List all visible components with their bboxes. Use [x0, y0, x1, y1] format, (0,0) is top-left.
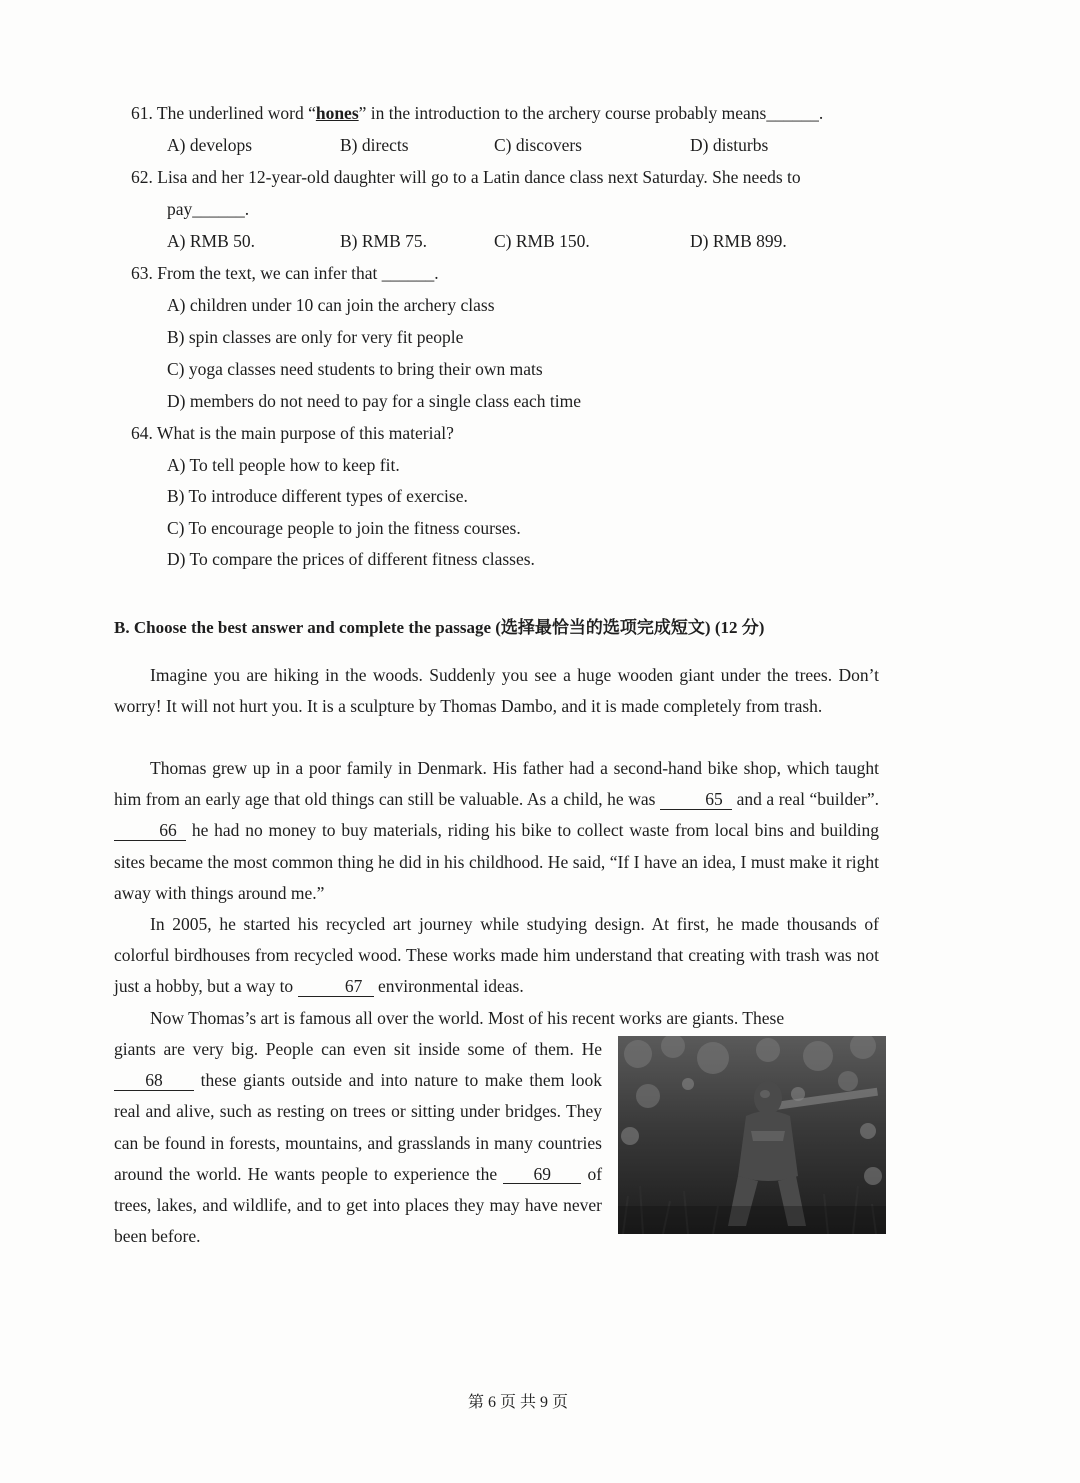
q62-blank: ______: [192, 199, 245, 219]
p3-text-b: environmental ideas.: [377, 976, 524, 997]
p4-text-b: giants are very big. People can even sit inside some of them. He: [114, 1039, 602, 1059]
q63-blank: ______: [381, 263, 435, 283]
q61-end: .: [818, 103, 824, 123]
q61-blank: ______: [766, 103, 819, 123]
passage-paragraph-4-wrap: [114, 1034, 602, 1252]
page-number: 第 6 页 共 9 页: [468, 1394, 569, 1411]
q61-stem-after: ” in the introduction to the archery course probably means: [358, 103, 767, 123]
q63-stem-text: 63. From the text, we can infer that: [131, 263, 378, 283]
q63-end: .: [434, 263, 439, 283]
q62-option-a: A) RMB 50.: [167, 231, 255, 251]
q61-underlined-word: hones: [315, 103, 359, 123]
section-b-heading: [114, 613, 764, 638]
p2-text-a: Thomas grew up in a poor family in Denmark. His father had a second-hand bike shop, which taught him from an early age that old things can still be valuable. As a child, he was: [114, 758, 879, 810]
q63-option-c: C) yoga classes need students to bring their own mats: [167, 359, 543, 379]
p2-text-c: he had no money to buy materials, riding his bike to collect waste from local bins and building sites became the most common thing he did in his childhood. He said, “If I have an idea, I must make it right away with things around me.”: [114, 820, 880, 903]
p4-text-d: of trees, lakes, and wildlife, and to get into places they may have never been before.: [114, 1163, 603, 1247]
blank-66[interactable]: 66: [114, 821, 186, 840]
q61-option-a: A) develops: [167, 135, 253, 155]
passage-paragraph-3: [114, 909, 879, 1003]
giant-sculpture-photo: [618, 1036, 886, 1234]
giant-photo-graphic: [618, 1036, 886, 1234]
q64-option-c: C) To encourage people to join the fitness courses.: [167, 518, 521, 538]
p2-text-b: and a real “builder”.: [736, 789, 879, 810]
q64-stem: 64. What is the main purpose of this material?: [131, 423, 454, 443]
q61-option-d: D) disturbs: [690, 135, 769, 155]
q63-option-b: B) spin classes are only for very fit people: [167, 327, 464, 347]
passage-paragraph-4-line1: Now Thomas’s art is famous all over the world. Most of his recent works are giants. These: [150, 1008, 785, 1028]
q62-end: .: [244, 199, 250, 219]
q63-option-d: D) members do not need to pay for a single class each time: [167, 391, 582, 411]
section-b-points: (12 分): [714, 618, 765, 637]
q62-stem: 62. Lisa and her 12-year-old daughter will go to a Latin dance class next Saturday. She needs to: [131, 167, 801, 187]
q62-pay: pay: [167, 199, 193, 219]
q62-option-c: C) RMB 150.: [494, 231, 590, 251]
p4-text-c: these giants outside and into nature to make them look real and alive, such as resting on trees or sitting under bridges. They can be found in forests, mountains, and grasslands in many countries around the world. He wants people to experience the: [114, 1070, 603, 1184]
q61-stem: [131, 103, 823, 124]
q61-option-c: C) discovers: [494, 135, 582, 155]
passage-paragraph-2: [114, 753, 879, 909]
q62-option-d: D) RMB 899.: [690, 231, 787, 251]
q63-stem: [131, 263, 439, 284]
q64-option-d: D) To compare the prices of different fitness classes.: [167, 549, 535, 569]
q62-option-b: B) RMB 75.: [340, 231, 428, 251]
blank-68[interactable]: 68: [114, 1071, 194, 1090]
q63-option-a: A) children under 10 can join the archery class: [167, 295, 495, 315]
q64-option-a: A) To tell people how to keep fit.: [167, 455, 400, 475]
q62-stem-cont: [167, 199, 249, 220]
section-b-title: B. Choose the best answer and complete the passage (选择最恰当的选项完成短文): [114, 618, 711, 637]
p3-text-a: In 2005, he started his recycled art journey while studying design. At first, he made thousands of colorful birdhouses from recycled wood. These works made him understand that creating with trash was not just a hobby, but a way to: [114, 914, 879, 997]
q61-option-b: B) directs: [340, 135, 409, 155]
blank-67[interactable]: 67: [298, 977, 374, 996]
q64-option-b: B) To introduce different types of exercise.: [167, 486, 468, 506]
passage-paragraph-1: Imagine you are hiking in the woods. Suddenly you see a huge wooden giant under the trees. Don’t worry! It will not hurt you. It is a sculpture by Thomas Dambo, and it is made completely from trash.: [114, 665, 879, 717]
blank-65[interactable]: 65: [660, 790, 732, 809]
blank-69[interactable]: 69: [503, 1165, 581, 1184]
q61-stem-before: 61. The underlined word “: [131, 103, 316, 123]
